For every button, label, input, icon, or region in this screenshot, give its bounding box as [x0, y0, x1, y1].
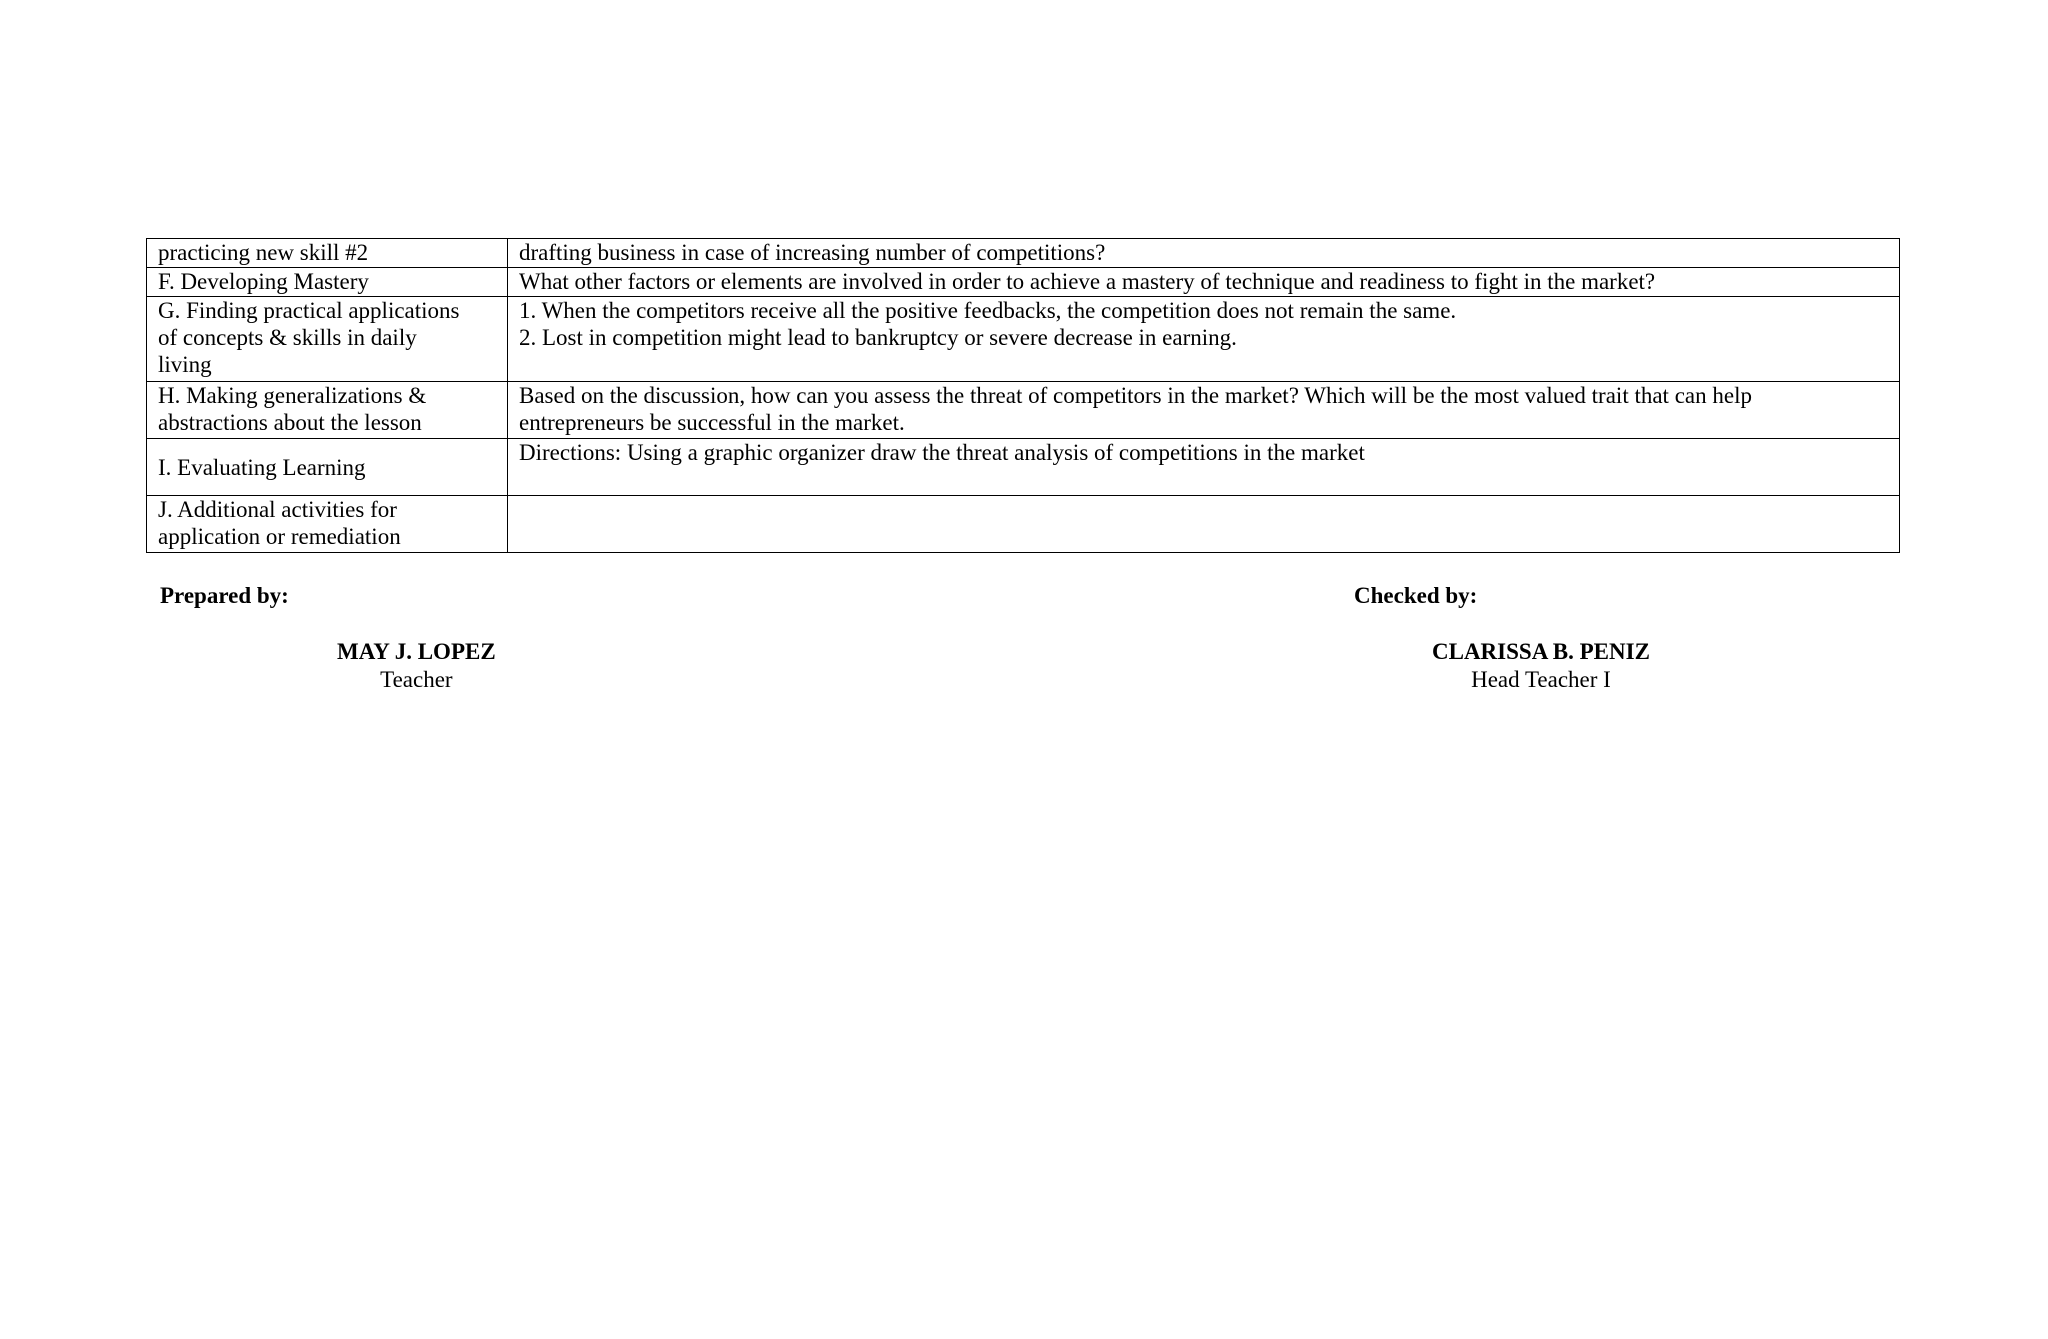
prepared-by-heading — [160, 582, 289, 610]
row-label-cell — [147, 439, 508, 496]
row-label-line: abstractions about the lesson — [158, 410, 422, 435]
table-row — [147, 239, 1900, 268]
row-content-cell — [508, 239, 1900, 268]
prepared-by-name: MAY J. LOPEZ — [337, 639, 496, 664]
row-content-cell — [508, 382, 1900, 439]
row-label-cell — [147, 382, 508, 439]
prepared-by-role: Teacher — [380, 667, 453, 692]
row-content-cell — [508, 268, 1900, 297]
table-row — [147, 382, 1900, 439]
row-content-cell — [508, 439, 1900, 496]
row-label-cell — [147, 297, 508, 382]
row-label-cell — [147, 239, 508, 268]
checked-by-name: CLARISSA B. PENIZ — [1432, 639, 1650, 664]
row-content-line: entrepreneurs be successful in the market. — [519, 410, 905, 435]
lesson-plan-table — [146, 238, 1900, 553]
checked-by-label: Checked by: — [1354, 583, 1478, 608]
row-content-cell-empty — [508, 496, 1900, 553]
table-row — [147, 297, 1900, 382]
prepared-by-label: Prepared by: — [160, 583, 289, 608]
prepared-by-signatory — [337, 638, 496, 694]
row-label-line: G. Finding practical applications — [158, 298, 460, 323]
checked-by-role: Head Teacher I — [1471, 667, 1611, 692]
prepared-by-block — [337, 638, 496, 694]
row-content-line: drafting business in case of increasing number of competitions? — [519, 240, 1106, 265]
row-label-cell — [147, 496, 508, 553]
row-content-line: What other factors or elements are involved in order to achieve a mastery of technique and readiness to fight in the market? — [519, 269, 1656, 294]
row-label-cell — [147, 268, 508, 297]
checked-by-block — [1432, 638, 1650, 694]
table-row — [147, 496, 1900, 553]
row-content-line: Based on the discussion, how can you assess the threat of competitors in the market? Which will be the most valued trait that can help — [519, 383, 1752, 408]
checked-by-heading — [1354, 582, 1477, 610]
row-label-line: J. Additional activities for — [158, 497, 397, 522]
checked-by-signatory — [1432, 638, 1650, 694]
row-content-line: 2. Lost in competition might lead to bankruptcy or severe decrease in earning. — [519, 325, 1237, 350]
row-content-cell — [508, 297, 1900, 382]
table-row — [147, 268, 1900, 297]
row-label-line: H. Making generalizations & — [158, 383, 427, 408]
row-label-line: living — [158, 352, 212, 377]
row-label-line: of concepts & skills in daily — [158, 325, 417, 350]
row-label-line: F. Developing Mastery — [158, 269, 369, 294]
row-content-line: 1. When the competitors receive all the positive feedbacks, the competition does not remain the same. — [519, 298, 1457, 323]
row-label-line: practicing new skill #2 — [158, 240, 369, 265]
row-label-line: application or remediation — [158, 524, 401, 549]
row-label-line: I. Evaluating Learning — [158, 454, 366, 480]
row-content-line: Directions: Using a graphic organizer draw the threat analysis of competitions in the market — [519, 440, 1365, 465]
table-row — [147, 439, 1900, 496]
